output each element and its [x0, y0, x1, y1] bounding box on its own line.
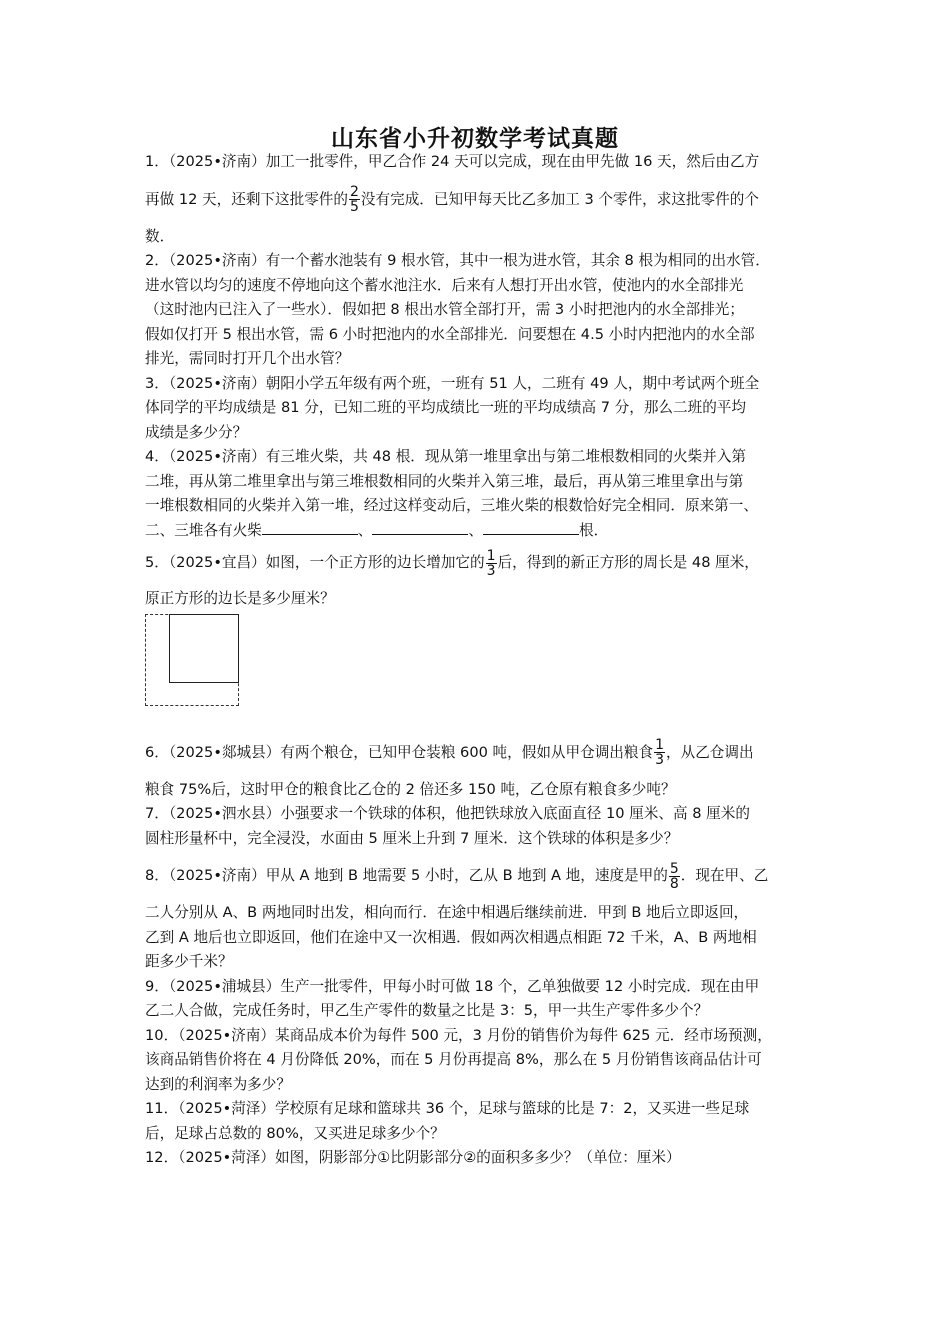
question-7 — [145, 802, 815, 851]
q9-line-2: 乙二人合做，完成任务时，甲乙生产零件的数量之比是 3：5，甲一共生产零件多少个？ — [145, 1002, 709, 1019]
q4-line-4b: 根． — [578, 521, 609, 539]
q4-line-4a: 二、三堆各有火柴 — [145, 521, 262, 539]
q2-line-5: 排光，需同时打开几个出水管？ — [145, 350, 350, 367]
q4-separator-1: 、 — [357, 521, 373, 539]
q1-line-3: 数． — [145, 227, 175, 245]
q6-fraction — [654, 738, 665, 767]
q6-line-1b: ，从乙仓调出 — [666, 743, 754, 761]
q5-fraction-denominator: 3 — [486, 562, 496, 579]
q8-fraction-denominator: 8 — [669, 875, 679, 892]
q5-line-1a: 5．（2025•宜昌）如图，一个正方形的边长增加它的 — [145, 554, 485, 571]
q1-line-2a: 再做 12 天，还剩下这批零件的 — [145, 190, 348, 208]
q2-line-1: 2．（2025•济南）有一个蓄水池装有 9 根水管，其中一根为进水管，其余 8 根为相同的出水管． — [145, 252, 770, 269]
q8-fraction — [669, 862, 680, 891]
q1-fraction-numerator: 2 — [349, 184, 359, 200]
question-11 — [145, 1097, 815, 1146]
q5-line-2: 原正方形的边长是多少厘米？ — [145, 590, 335, 607]
q6-line-1a: 6．（2025•郯城县）有两个粮仓，已知甲仓装粮 600 吨，假如从甲仓调出粮食 — [145, 743, 654, 761]
q4-line-1: 4．（2025•济南）有三堆火柴，共 48 根．现从第一堆里拿出与第二堆根数相同的火柴并入第 — [145, 448, 746, 465]
question-1 — [145, 150, 815, 249]
original-square — [169, 614, 239, 683]
q5-line-1 — [145, 543, 815, 587]
q5-fraction — [486, 549, 497, 578]
q3-line-3: 成绩是多少分？ — [145, 423, 248, 441]
q6-fraction-denominator: 3 — [655, 752, 665, 768]
q10-line-3: 达到的利润率为多少？ — [145, 1075, 291, 1093]
q5-line-1b: 后，得到的新正方形的周长是 48 厘米， — [497, 554, 759, 571]
q8-line-1 — [145, 851, 815, 901]
q2-line-4: 假如仅打开 5 根出水管，需 6 小时把池内的水全部排光．问要想在 4.5 小时内把池内的水全部 — [145, 325, 755, 343]
answer-blank-3[interactable] — [483, 520, 579, 535]
q7-line-1: 7．（2025•泗水县）小强要求一个铁球的体积，他把铁球放入底面直径 10 厘米、高 8 厘米的 — [145, 805, 750, 822]
q10-line-1: 10．（2025•济南）某商品成本价为每件 500 元，3 月份的销售价为每件 625 元．经市场预测， — [145, 1026, 772, 1044]
q6-line-1 — [145, 728, 815, 778]
q8-line-1b: ．现在甲、乙 — [680, 867, 769, 884]
q1-line-1: 1．（2025•济南）加工一批零件，甲乙合作 24 天可以完成，现在由甲先做 16 天，然后由乙方 — [145, 153, 760, 170]
q4-separator-2: 、 — [468, 521, 483, 539]
q4-line-2: 二堆，再从第二堆里拿出与第三堆根数相同的火柴并入第三堆，最后，再从第三堆里拿出与第 — [145, 472, 744, 490]
q8-line-3: 乙到 A 地后也立即返回，他们在途中又一次相遇．假如两次相遇点相距 72 千米，A、B 两地相 — [145, 928, 757, 946]
q1-fraction — [349, 185, 360, 214]
square-figure — [145, 614, 245, 714]
question-5 — [145, 543, 815, 714]
question-10 — [145, 1024, 815, 1098]
q6-line-2: 粮食 75%后，这时甲仓的粮食比乙仓的 2 倍还多 150 吨，乙仓原有粮食多少吨？ — [145, 780, 676, 798]
q4-line-4 — [145, 519, 815, 544]
q4-line-3: 一堆根数相同的火柴并入第一堆，经过这样变动后，三堆火柴的根数恰好完全相同．原来第一、 — [145, 497, 758, 514]
q11-line-1: 11．（2025•菏泽）学校原有足球和篮球共 36 个，足球与篮球的比是 7：2，又买进一些足球 — [145, 1100, 750, 1117]
answer-blank-1[interactable] — [262, 520, 358, 535]
q2-line-3: （这时池内已注入了一些水）．假如把 8 根出水管全部打开，需 3 小时把池内的水全部排光； — [145, 301, 744, 318]
question-9 — [145, 975, 815, 1024]
page-title: 山东省小升初数学考试真题 — [331, 125, 619, 152]
q9-line-1: 9．（2025•浦城县）生产一批零件，甲每小时可做 18 个，乙单独做要 12 小时完成．现在由甲 — [145, 977, 760, 995]
question-12 — [145, 1146, 815, 1171]
q12-line-1: 12．（2025•菏泽）如图，阴影部分①比阴影部分②的面积多多少？（单位：厘米） — [145, 1149, 681, 1166]
question-2 — [145, 249, 815, 372]
question-list — [145, 150, 815, 1171]
q8-line-2: 二人分别从 A、B 两地同时出发，相向而行．在途中相遇后继续前进．甲到 B 地后立即返回， — [145, 904, 749, 921]
q3-line-2: 体同学的平均成绩是 81 分，已知二班的平均成绩比一班的平均成绩高 7 分，那么二班的平均 — [145, 399, 746, 416]
q8-fraction-numerator: 5 — [669, 860, 679, 877]
q11-line-2: 后，足球占总数的 80%，又买进足球多少个？ — [145, 1124, 445, 1142]
q10-line-2: 该商品销售价将在 4 月份降低 20%，而在 5 月份再提高 8%，那么在 5 月份销售该商品估计可 — [145, 1051, 762, 1068]
question-8 — [145, 851, 815, 975]
q2-line-2: 进水管以均匀的速度不停地向这个蓄水池注水．后来有人想打开出水管，使池内的水全部排光 — [145, 276, 744, 294]
q8-line-4: 距多少千米？ — [145, 953, 233, 970]
q1-line-2b: 没有完成．已知甲每天比乙多加工 3 个零件，求这批零件的个 — [360, 190, 759, 208]
question-4 — [145, 445, 815, 543]
question-3 — [145, 372, 815, 446]
q5-fraction-numerator: 1 — [486, 547, 496, 564]
q7-line-2: 圆柱形量杯中，完全浸没，水面由 5 厘米上升到 7 厘米．这个铁球的体积是多少？ — [145, 829, 679, 847]
q8-line-1a: 8．（2025•济南）甲从 A 地到 B 地需要 5 小时，乙从 B 地到 A 地，速度是甲的 — [145, 867, 668, 884]
answer-blank-2[interactable] — [372, 520, 468, 535]
q3-line-1: 3．（2025•济南）朝阳小学五年级有两个班，一班有 51 人，二班有 49 人，期中考试两个班全 — [145, 374, 760, 392]
question-6 — [145, 728, 815, 803]
q6-fraction-numerator: 1 — [655, 737, 665, 753]
q1-fraction-denominator: 5 — [349, 199, 359, 215]
q1-line-2 — [145, 175, 815, 225]
